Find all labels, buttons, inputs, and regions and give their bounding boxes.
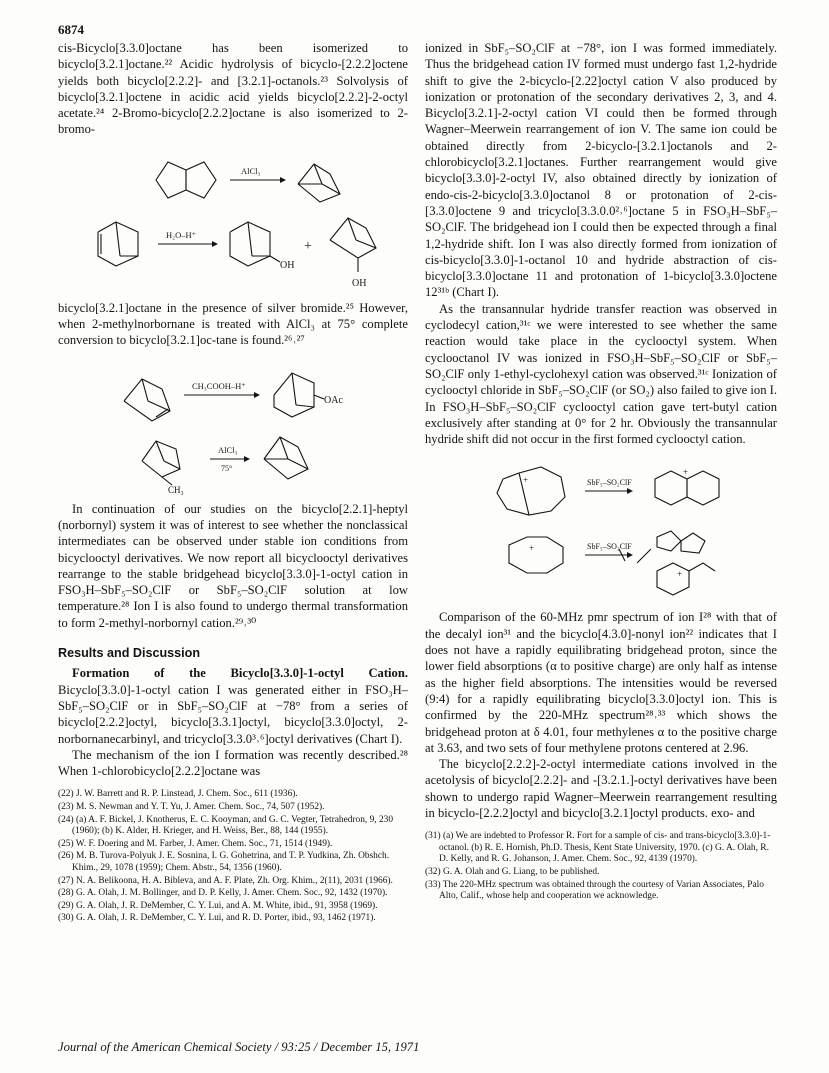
reference-item: (31) (a) We are indebted to Professor R. Fort for a sample of cis- and trans-bicyclo[3.3.0]-1-octanol. (b) R. E. Hornish, Ph.D. Thesis, Kent State University, 1970. (c) G. A. Olah, R. D. Kelly, and R. G. Johanson, J. Amer. Chem. Soc., 92, 4139 (1970).: [425, 831, 771, 865]
reaction-scheme-1: [58, 144, 408, 294]
bicyclooctyl-cation-structure: [657, 531, 705, 553]
arrowhead: [254, 392, 260, 398]
reference-item: (25) W. F. Doering and M. Farber, J. Amer. Chem. Soc., 71, 1514 (1949).: [58, 838, 333, 849]
methylnorbornane-structure: [142, 441, 180, 485]
bicyclooctene-structure: [124, 379, 170, 421]
cyclodecyl-cation-structure: [497, 467, 565, 515]
reference-item: (23) M. S. Newman and Y. T. Yu, J. Amer. Chem. Soc., 74, 507 (1952).: [58, 802, 325, 813]
branch-arrow: [637, 549, 651, 563]
reagent-label: SbF₅–SO₂ClF: [587, 478, 632, 488]
reagent-label: AlCl₃: [241, 165, 261, 176]
reference-item: (22) J. W. Barrett and R. P. Linstead, J. Chem. Soc., 611 (1936).: [58, 789, 298, 800]
page-number: 6874: [58, 22, 84, 37]
arrowhead: [212, 241, 218, 247]
bicyclo321octane-structure: [264, 437, 308, 479]
reagent-label: H₂O–H⁺: [166, 229, 197, 240]
reference-item: (28) G. A. Olah, J. M. Bollinger, and D. P. Kelly, J. Amer. Chem. Soc., 92, 1432 (1970).: [58, 888, 388, 899]
reference-item: (33) The 220-MHz spectrum was obtained through the courtesy of Varian Associates, Palo Alto, Calif., whose help and cooperation we acknowledge.: [425, 879, 764, 902]
reference-item: (32) G. A. Olah and G. Liang, to be published.: [425, 867, 600, 878]
arrowhead: [280, 177, 286, 183]
ethylcyclohexyl-cation-structure: [657, 563, 715, 595]
right-column: [425, 40, 777, 904]
bicyclooctene-structure: [98, 222, 138, 266]
bicyclo321octanol-structure: [330, 218, 376, 272]
hydroxyl-label: OH: [352, 277, 367, 289]
reagent-label: SbF₅–SO₂ClF: [587, 542, 632, 552]
temperature-label: 75°: [221, 463, 233, 473]
paragraph: cis-Bicyclo[3.3.0]octane has been isomerized to bicyclo[3.2.1]octane.²² Acidic hydrolysis of bicyclo-[2.2.2]octene yields both bicyclo[2.2.2]- and [3.2.1]-octanols.²³ Solvolysis of bicyclo[3.2.1]octene in acidic acid yields bicyclo[2.2.2]-2-octyl acetate.²⁴ 2-Bromo-bicyclo[2.2.2]octane is also isomerized to 2-bromo-: [58, 41, 408, 137]
reaction-scheme-3: [425, 453, 777, 603]
charge-label: +: [523, 475, 529, 486]
reference-item: (29) G. A. Olah, J. R. DeMember, C. Y. Lui, and A. M. White, ibid., 91, 3958 (1969).: [58, 900, 378, 911]
methyl-label: CH₃: [168, 484, 184, 495]
cyclooctyl-cation-structure: [509, 537, 563, 573]
bicyclooctyl-acetate-structure: [274, 373, 324, 417]
reference-item: (24) (a) A. F. Bickel, J. Knotherus, E. C. Kooyman, and G. C. Vegter, Tetrahedron, 9, 230 (1960); (b) K. Alder, H. Krieger, and H. Weiss, Ber., 88, 144 (1955).: [58, 814, 394, 837]
subsection-heading: Formation of the Bicyclo[3.3.0]-1-octyl Cation.: [72, 666, 408, 681]
section-heading: Results and Discussion: [58, 646, 201, 661]
paragraph: Comparison of the 60-MHz pmr spectrum of ion I²⁸ with that of the decalyl ion³¹ and the bicyclo[4.3.0]-nonyl ion²² indicates that I does not have a rapidly equilibrating bridgehead proton, since the lower field absorptions (α to positive charge) are only half as intense as the higher field absorptions. The intensities would be reversed (9:4) for a rapidly equilibrating bicyclo[3.3.0]octyl ion. This is confirmed by the 220-MHz spectrum²⁸˒³³ which shows the bridgehead proton at δ 4.01, four methylenes α to the positive charge at 3.63, and two sets of four methylene protons centered at 2.96.: [425, 610, 777, 755]
reference-item: (26) M. B. Turova-Polyuk J. E. Sosnina, I. G. Gohetrina, and T. P. Yudkina, Zh. Obshch. Khim., 29, 1078 (1959); Chem. Abstr., 54, 1356 (1960).: [58, 851, 390, 873]
references: [58, 789, 408, 925]
paragraph: The bicyclo[2.2.2]-2-octyl intermediate cations involved in the acetolysis of bicyclo[2.2.2]- and -[3.2.1.]-octyl derivatives have been shown to undergo rapid Wagner–Meerwein rearrangement resulting in bicyclo-[2.2.2]octyl and bicyclo[3.2.1]octyl products. exo- and: [425, 757, 777, 820]
charge-label: +: [677, 569, 683, 580]
paragraph: In continuation of our studies on the bicyclo[2.2.1]-heptyl (norbornyl) system it was of interest to see whether the nonclassical intermediates can be observed under stable ion conditions from bicyclooctyl derivatives. We now report all bicyclooctyl derivatives rearrange to the stable bridgehead bicyclo[3.3.0]-1-octyl cation in FSO₃H–SbF₅–SO₂ClF or SbF₅–SO₂ClF solution at low temperature.²⁸ Ion I is also found to undergo thermal transformation to form 2-methyl-norbornyl cation.²⁹˒³⁰: [58, 501, 408, 630]
charge-label: +: [529, 543, 535, 554]
reference-item: (27) N. A. Belikoona, H. A. Bibleva, and A. F. Plate, Zh. Org. Khim., 2(11), 2031 (1966).: [58, 875, 393, 886]
arrowhead: [244, 456, 250, 462]
paragraph: As the transannular hydride transfer reaction was observed in cyclodecyl cation,³¹ᶜ we were interested to see whether the same reaction would take place in the cyclooctyl system. When cyclooctanol IV was ionized in FSO₃H–SbF₅–SO₂ClF or SbF₅–SO₂ClF only 1-ethyl-cyclohexyl cation was observed.³¹ᶜ Ionization of cyclooctyl chloride in SbF₅–SO₂ClF (or SO₂) also failed to give ion I. In FSO₃H–SbF₅–SO₂ClF cyclooctyl cation gave tert-butyl cation exclusively after standing at 0° for 2 hr. Obviously the transannular hydride shift did not occur in the first formed cyclooctyl cation.: [425, 301, 777, 447]
bicyclooctane-structure: [156, 162, 216, 198]
plus-sign: +: [304, 238, 312, 254]
bicyclo321octane-structure: [298, 164, 340, 202]
paragraph-text: Bicyclo[3.3.0]-1-octyl cation I was generated either in FSO₃H–SbF₅–SO₂ClF or in SbF₅–SO₂ClF at −78° from a series of bicyclo[2.2.2]octyl, bicyclo[3.3.1]octyl, bicyclo[3.3.0]octyl, 2-norbornanecarbinyl, and tricyclo[3.3.0³˒⁶]octyl derivatives (Chart I).: [58, 682, 408, 746]
reagent-label: AlCl₃: [218, 444, 238, 455]
paragraph: bicyclo[3.2.1]octane in the presence of silver bromide.²⁵ However, when 2-methylnorbornane is treated with AlCl₃ at 75° complete conversion to bicyclo[3.2.1]oc-tane is found.²⁶˒²⁷: [58, 300, 408, 348]
charge-label: +: [683, 467, 689, 478]
hydroxyl-label: OH: [280, 259, 295, 271]
left-column: [58, 40, 408, 926]
acetate-label: OAc: [324, 394, 343, 406]
arrowhead: [627, 488, 633, 494]
reaction-scheme-2: [58, 355, 408, 495]
journal-footer: Journal of the American Chemical Society / 93:25 / December 15, 1971: [58, 1040, 420, 1054]
arrowhead: [627, 552, 633, 558]
references: [425, 831, 777, 903]
reference-item: (30) G. A. Olah, J. R. DeMember, C. Y. Lui, and R. D. Porter, ibid., 93, 1462 (1971).: [58, 913, 376, 924]
paragraph: ionized in SbF₅–SO₂ClF at −78°, ion I was formed immediately. Thus the bridgehead cation IV formed must undergo fast 1,2-hydride shift to give the 2-bicyclo-[2.22]octyl cation V also produced by ionization or protonation of the secondary derivatives 2, 3, and 4. Bicyclo[3.2.1]-2-octyl cation VI could then be formed through Wagner–Meerwein rearrangement of ion V. The same ion could be obtained directly from 2-bicyclo-[3.2.1]octanols and 2-chlorobicyclo[3.2.1]octanes. Further rearrangement would give bicyclo[3.3.0]-2-octyl IV, also obtained directly by ionization of endo-cis-2-bicyclo[3.3.0]octanol 8 or protonation of 2-cis-[3.3.0]octene 9 and tricyclo[3.3.0.0²˒⁶]octane 5 in FSO₃H–SbF₅–SO₂ClF. The bridgehead ion I could then be expected through a final 1,2-hydride shift. Ion I was also directly formed from ionization of cis-bicyclo[3.3.0]-1-octanol 10 and hydride abstraction of cis-bicyclo[3.3.0]octane 11 and protonation of 1-bicyclo[3.3.0]octene 12³¹ᵇ (Chart I).: [425, 41, 777, 300]
bicyclooctanol-structure: [230, 222, 280, 266]
reagent-label: CH₃COOH–H⁺: [192, 380, 246, 391]
paragraph: The mechanism of the ion I formation was recently described.²⁸ When 1-chlorobicyclo[2.2.2]octane was: [58, 747, 408, 779]
